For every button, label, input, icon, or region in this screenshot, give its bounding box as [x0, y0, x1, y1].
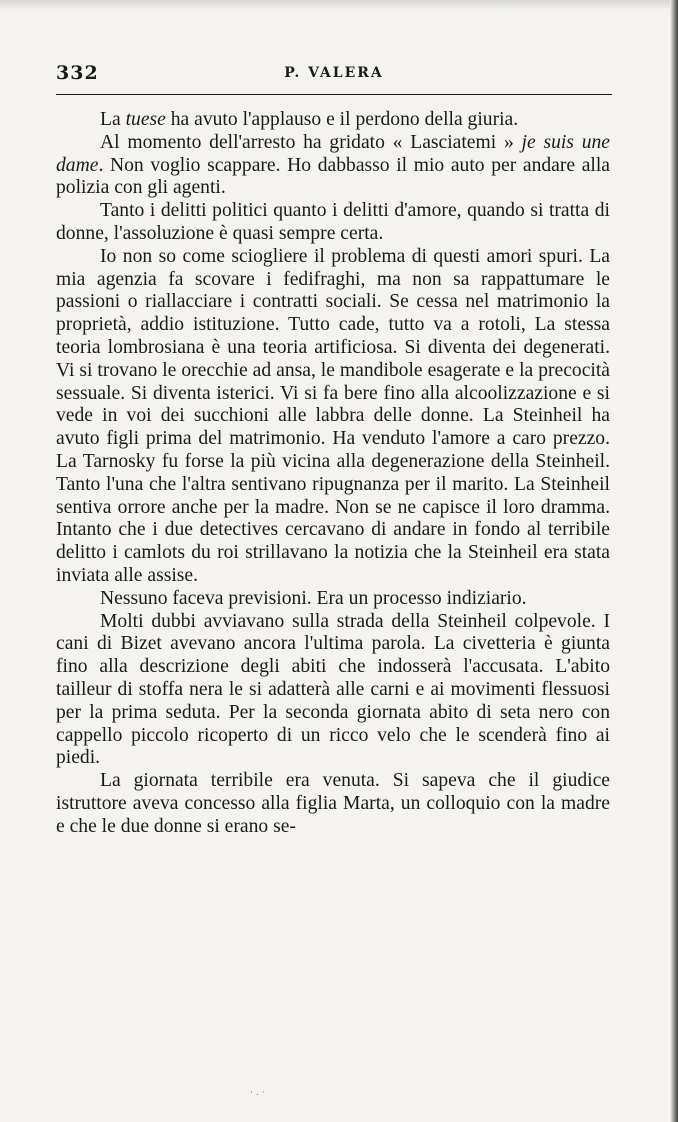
- paragraph-2: [56, 132, 610, 200]
- header-rule: [56, 94, 612, 95]
- print-speck: ·.·: [250, 1088, 268, 1098]
- paragraph-text: . Non voglio scappare. Ho dabbasso il mio auto per andare alla polizia con gli agenti.: [56, 154, 610, 199]
- body-text: [56, 109, 610, 839]
- italic-term: tuese: [125, 109, 166, 130]
- paragraph-1: [56, 109, 610, 132]
- paragraph-text: La giornata terribile era venuta. Si sapeva che il giudice istruttore aveva concesso alla figlia Marta, un colloquio con la madre e che le due donne si erano se-: [56, 770, 610, 837]
- running-head: P. VALERA: [284, 65, 384, 81]
- paragraph-text: Io non so come sciogliere il problema di questi amori spuri. La mia agenzia fa scovare i fedifraghi, ma non sa rappattumare le passioni o riallacciare i contratti sociali. Se cessa nel matrimonio la proprietà, addio istituzione. Tutto cade, tutto va a rotoli, La stessa teoria lombrosiana è una teoria artificiosa. Si diventa dei degenerati. Vi si trovano le orecchie ad ansa, le mandibole esagerate e la precocità sessuale. Si diventa isterici. Vi si fa bere fino alla alcoolizzazione e si vede in voi dei succhioni alle labbra delle donne. La Steinheil ha avuto figli prima del matrimonio. Ha venduto l'amore a caro prezzo. La Tarnosky fu forse la più vicina alla degenerazione della Steinheil. Tanto l'una che l'altra sentivano ripugnanza per il marito. La Steinheil sentiva orrore anche per la madre. Non se ne capisce il loro dramma. Intanto che i due detectives cercavano di andare in fondo al terribile delitto i camlots du roi strillavano la notizia che la Steinheil era stata inviata alle assise.: [56, 245, 610, 586]
- italic-phrase: je suis une dame: [56, 131, 610, 176]
- paragraph-4: [56, 246, 610, 588]
- paragraph-3: [56, 200, 610, 246]
- page-number: 332: [56, 62, 99, 84]
- paragraph-text: Molti dubbi avviavano sulla strada della Steinheil colpevole. I cani di Bizet avevano ancora l'ultima parola. La civetteria è giunta fino alla descrizione degli abiti che indosserà l'accusata. L'abito tailleur di stoffa nera le si adatterà alle carni e ai movimenti flessuosi per la prima seduta. Per la seconda giornata abito di seta nero con cappello piccolo ricoperto di un ricco velo che le scenderà fino ai piedi.: [56, 610, 610, 769]
- paragraph-text: Tanto i delitti politici quanto i delitti d'amore, quando si tratta di donne, l'assoluzione è quasi sempre certa.: [56, 200, 610, 244]
- paragraph-text: La: [100, 109, 126, 130]
- paragraph-7: [56, 770, 610, 838]
- paragraph-6: [56, 611, 610, 771]
- page-spine-shadow: [670, 0, 678, 1122]
- paragraph-5: [56, 588, 610, 611]
- paragraph-text: Nessuno faceva previsioni. Era un processo indiziario.: [100, 587, 527, 609]
- page-header: [56, 62, 612, 92]
- paragraph-text: ha avuto l'applauso e il perdono della giuria.: [165, 109, 519, 130]
- paragraph-text: Al momento dell'arresto ha gridato « Lasciatemi »: [100, 131, 522, 153]
- page-top-edge: [0, 0, 678, 10]
